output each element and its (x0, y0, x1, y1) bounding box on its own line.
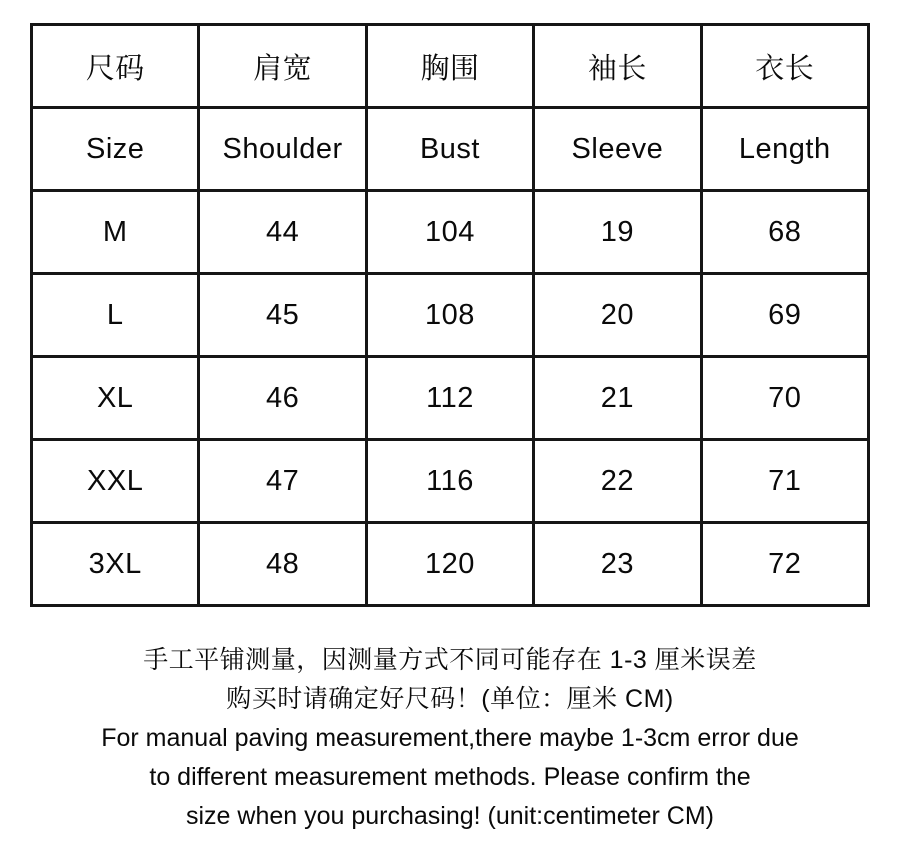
table-row-m (32, 191, 869, 274)
table-cell: 116 (366, 440, 533, 523)
table-row-l (32, 274, 869, 357)
note-line-cn-2: 购买时请确定好尺码！(单位：厘米 CM) (226, 685, 674, 713)
table-cell: 3XL (32, 523, 199, 606)
table-cell: 69 (701, 274, 868, 357)
header-cell-bust-cn: 胸围 (366, 25, 533, 108)
table-cell: 44 (199, 191, 366, 274)
header-cell-size-cn: 尺码 (32, 25, 199, 108)
header-row-en (32, 108, 869, 191)
table-cell: 21 (534, 357, 701, 440)
header-cell-sleeve-cn: 袖长 (534, 25, 701, 108)
table-cell: 104 (366, 191, 533, 274)
table-cell: 48 (199, 523, 366, 606)
size-chart-table (30, 23, 870, 607)
table-cell: 112 (366, 357, 533, 440)
table-cell: 23 (534, 523, 701, 606)
table-row-xxl (32, 440, 869, 523)
table-cell: 70 (701, 357, 868, 440)
header-cell-size-en: Size (32, 108, 199, 191)
table-row-xl (32, 357, 869, 440)
header-cell-length-en: Length (701, 108, 868, 191)
header-cell-bust-en: Bust (366, 108, 533, 191)
table-cell: 45 (199, 274, 366, 357)
note-line-en-1: For manual paving measurement,there maybe 1-3cm error due (101, 724, 799, 752)
table-cell: 72 (701, 523, 868, 606)
note-line-cn-1: 手工平铺测量，因测量方式不同可能存在 1-3 厘米误差 (143, 646, 757, 674)
header-cell-sleeve-en: Sleeve (534, 108, 701, 191)
table-cell: XXL (32, 440, 199, 523)
table-cell: L (32, 274, 199, 357)
table-cell: M (32, 191, 199, 274)
header-row-cn (32, 25, 869, 108)
header-cell-shoulder-cn: 肩宽 (199, 25, 366, 108)
table-cell: XL (32, 357, 199, 440)
table-cell: 20 (534, 274, 701, 357)
note-line-en-2: to different measurement methods. Please confirm the (149, 763, 751, 791)
table-cell: 68 (701, 191, 868, 274)
measurement-notes (0, 641, 900, 836)
table-row-3xl (32, 523, 869, 606)
table-cell: 71 (701, 440, 868, 523)
table-cell: 19 (534, 191, 701, 274)
table-cell: 22 (534, 440, 701, 523)
header-cell-shoulder-en: Shoulder (199, 108, 366, 191)
table-cell: 47 (199, 440, 366, 523)
note-line-en-3: size when you purchasing! (unit:centimeter CM) (185, 802, 714, 830)
table-cell: 108 (366, 274, 533, 357)
table-cell: 46 (199, 357, 366, 440)
header-cell-length-cn: 衣长 (701, 25, 868, 108)
table-cell: 120 (366, 523, 533, 606)
